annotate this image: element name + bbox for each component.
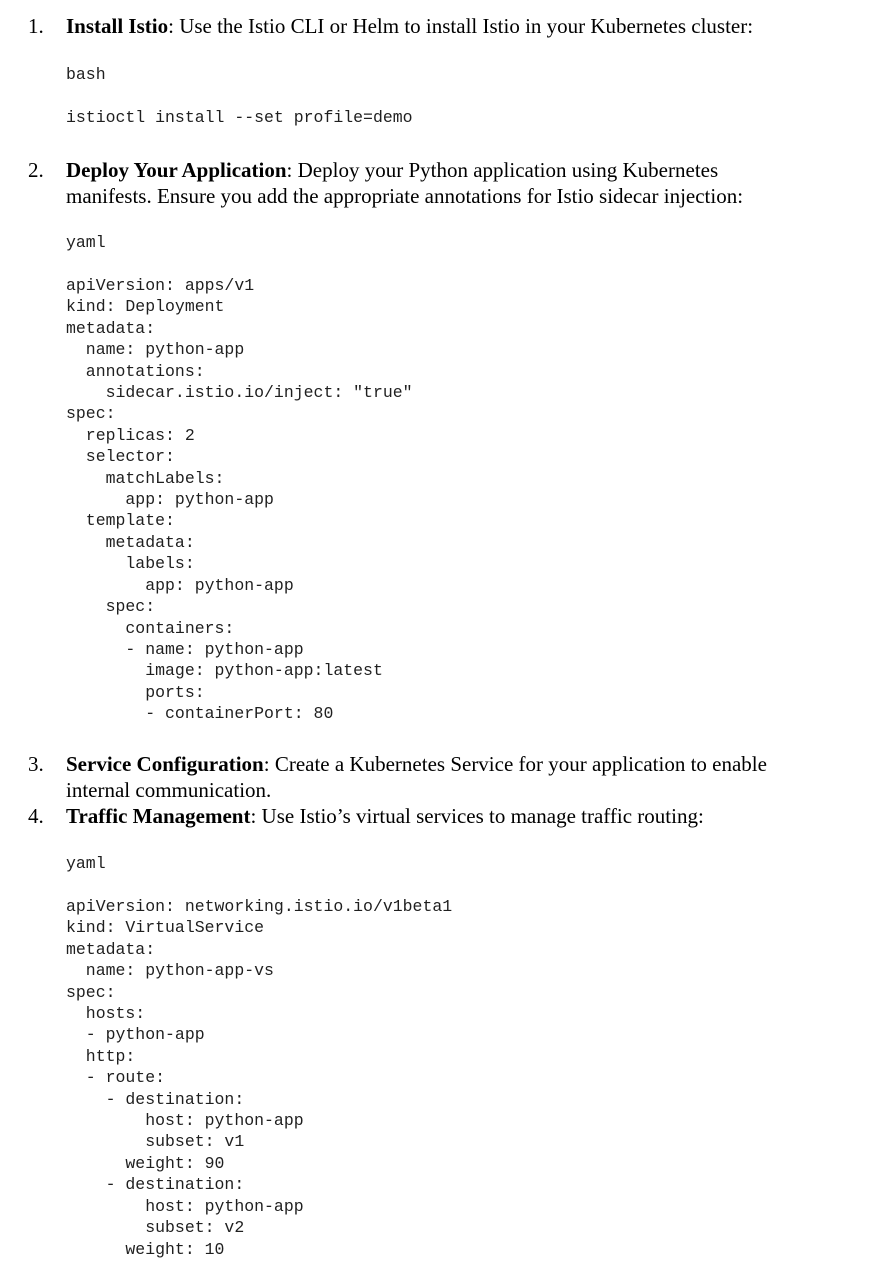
step-description-continued: internal communication. <box>66 778 272 802</box>
step-title: Traffic Management <box>66 804 251 828</box>
code-language-label: yaml <box>66 233 106 252</box>
step-description-continued: manifests. Ensure you add the appropriate annotations for Istio sidecar injection: <box>66 184 744 208</box>
step-description: : Use the Istio CLI or Helm to install Istio in your Kubernetes cluster: <box>168 14 754 38</box>
step-description: : Use Istio’s virtual services to manage traffic routing: <box>250 804 704 828</box>
step-description: : Deploy your Python application using Kubernetes <box>286 158 719 182</box>
list-number: 3. <box>28 752 44 776</box>
list-number: 2. <box>28 158 44 182</box>
step-title: Deploy Your Application <box>66 158 287 182</box>
code-language-label: yaml <box>66 854 106 873</box>
list-number: 4. <box>28 804 44 828</box>
step-description: : Create a Kubernetes Service for your application to enable <box>263 752 767 776</box>
code-block-install: istioctl install --set profile=demo <box>66 108 413 127</box>
list-number: 1. <box>28 14 44 38</box>
code-block-deployment: apiVersion: apps/v1 kind: Deployment metadata: name: python-app annotations: sidecar.istio.io/inject: "true" spec: replicas: 2 selector: matchLabels: app: python-app template: metadata: labels: app: python-app spec: containers: - name: python-app image: python-app:latest ports: - containerPort: 80 <box>66 276 413 724</box>
code-language-label: bash <box>66 65 106 84</box>
step-title: Service Configuration <box>66 752 264 776</box>
step-title: Install Istio <box>66 14 169 38</box>
code-block-virtualservice: apiVersion: networking.istio.io/v1beta1 kind: VirtualService metadata: name: python-app-vs spec: hosts: - python-app http: - route: - destination: host: python-app subset: v1 weight: 90 - destination: host: python-app subset: v2 weight: 10 <box>66 897 453 1259</box>
